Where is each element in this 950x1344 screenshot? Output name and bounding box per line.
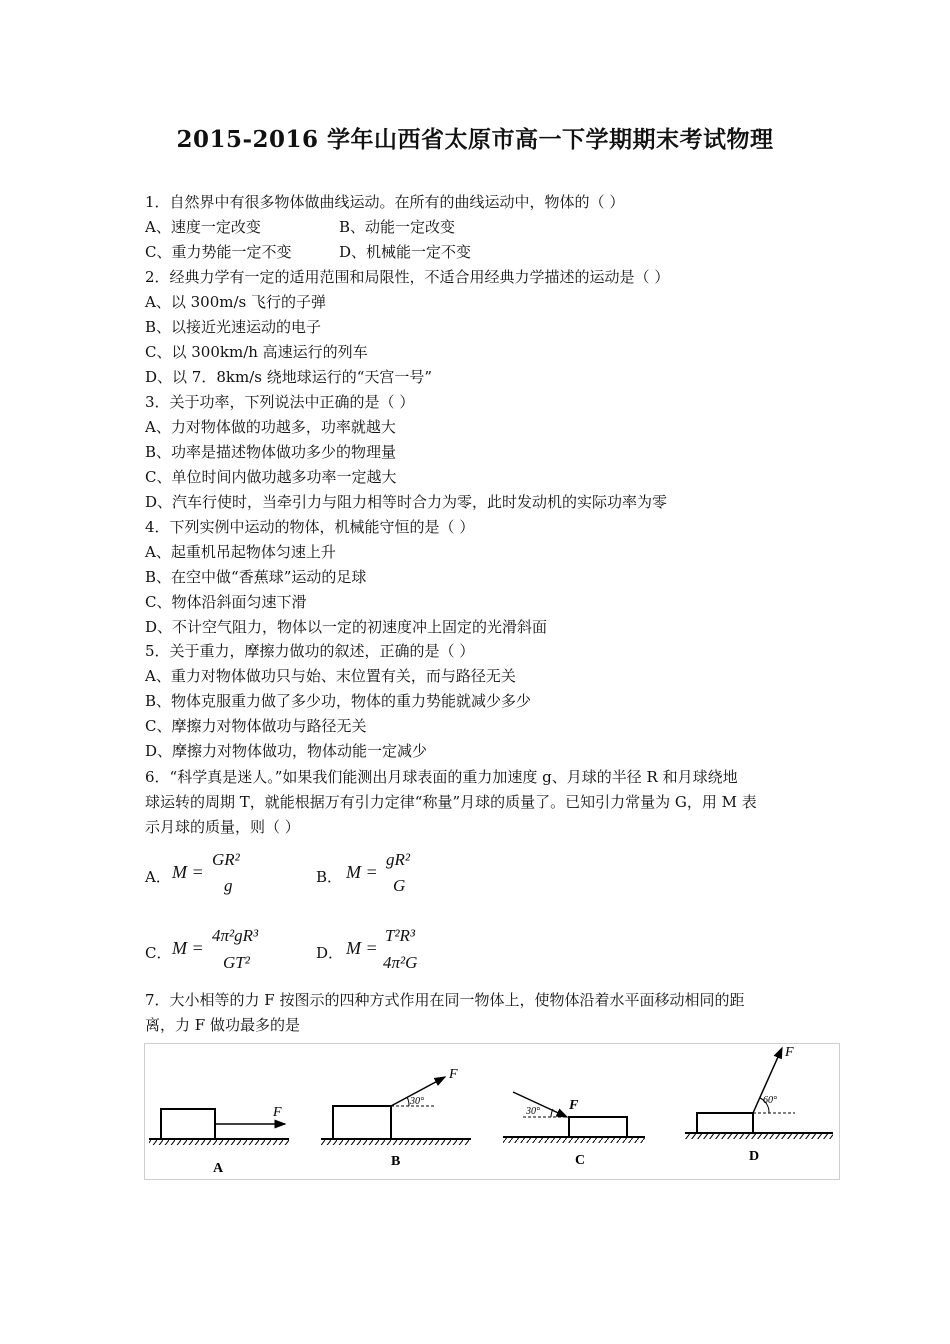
q5-option-d: D、摩擦力对物体做功，物体动能一定减少	[145, 742, 428, 760]
q7-force-diagram	[145, 1044, 839, 1179]
q4-option-a: A、起重机吊起物体匀速上升	[145, 543, 336, 561]
q6-option-d-denominator: 4π²G	[383, 953, 418, 972]
panel-b-angle-arc	[407, 1097, 409, 1106]
panel-c-block	[569, 1117, 627, 1137]
panel-a-block	[161, 1109, 215, 1139]
panel-b-angle-label: 30°	[410, 1096, 424, 1107]
panel-c	[503, 1092, 645, 1168]
q3-option-b: B、功率是描述物体做功多少的物理量	[145, 443, 397, 461]
q7-figure	[144, 1043, 840, 1180]
q7-line-1: 7．大小相等的力 F 按图示的四种方式作用在同一物体上，使物体沿着水平面移动相同的距	[145, 991, 745, 1009]
panel-b-block	[333, 1106, 391, 1139]
panel-b-label: B	[391, 1154, 401, 1169]
q6-option-d-label: D．	[316, 944, 344, 962]
q1-option-d: D、机械能一定不变	[339, 243, 472, 261]
panel-a-force-label: F	[273, 1105, 282, 1120]
panel-c-force-label: F	[569, 1098, 579, 1113]
panel-d-block	[697, 1113, 753, 1133]
q2-option-c: C、以 300km/h 高速运行的列车	[145, 343, 368, 361]
panel-d	[685, 1045, 833, 1164]
q7-line-2: 离，力 F 做功最多的是	[145, 1016, 300, 1034]
q6-option-b-numerator: gR²	[386, 850, 410, 869]
q6-option-c-numerator: 4π²gR³	[212, 926, 259, 945]
q4-stem: 4．下列实例中运动的物体，机械能守恒的是（ ）	[145, 518, 475, 536]
q1-option-c: C、重力势能一定不变	[145, 243, 292, 261]
q6-option-a-lhs: M =	[172, 862, 204, 882]
panel-c-force-arrow	[513, 1092, 567, 1117]
q3-stem: 3．关于功率，下列说法中正确的是（ ）	[145, 393, 415, 411]
q1-options-cd	[145, 242, 471, 262]
panel-a-label: A	[213, 1161, 224, 1176]
q6-option-d-lhs: M =	[346, 938, 378, 958]
q6-option-b-label: B．	[316, 868, 343, 886]
q2-stem: 2．经典力学有一定的适用范围和局限性，不适合用经典力学描述的运动是（ ）	[145, 268, 670, 286]
q6-line-3: 示月球的质量，则（ ）	[145, 818, 300, 836]
q5-option-a: A、重力对物体做功只与始、末位置有关，而与路径无关	[145, 667, 516, 685]
panel-d-force-label: F	[785, 1045, 794, 1060]
panel-c-angle-label: 30°	[526, 1106, 540, 1117]
q6-option-c-label: C．	[145, 944, 172, 962]
panel-a	[149, 1105, 289, 1176]
q5-stem: 5．关于重力，摩擦力做功的叙述，正确的是（ ）	[145, 642, 475, 660]
q3-option-d: D、汽车行使时，当牵引力与阻力相等时合力为零，此时发动机的实际功率为零	[145, 493, 668, 511]
q3-option-a: A、力对物体做的功越多，功率就越大	[145, 418, 396, 436]
q5-option-b: B、物体克服重力做了多少功，物体的重力势能就减少多少	[145, 692, 532, 710]
q3-option-c: C、单位时间内做功越多功率一定越大	[145, 468, 397, 486]
q6-option-c-denominator: GT²	[223, 953, 250, 972]
page-title: 2015-2016 学年山西省太原市高一下学期期末考试物理	[176, 126, 774, 153]
q2-option-b: B、以接近光速运动的电子	[145, 318, 322, 336]
panel-d-label: D	[749, 1149, 760, 1164]
q4-option-b: B、在空中做“香蕉球”运动的足球	[145, 568, 367, 586]
q6-option-b-denominator: G	[393, 876, 406, 895]
q5-option-c: C、摩擦力对物体做功与路径无关	[145, 717, 367, 735]
q2-option-a: A、以 300m/s 飞行的子弹	[145, 293, 326, 311]
q6-option-a-label: A．	[145, 868, 171, 886]
q2-option-d: D、以 7．8km/s 绕地球运行的“天宫一号”	[145, 368, 433, 386]
q4-option-d: D、不计空气阻力，物体以一定的初速度冲上固定的光滑斜面	[145, 618, 548, 636]
panel-b	[321, 1067, 471, 1169]
q6-option-b-lhs: M =	[346, 862, 378, 882]
panel-b-force-label: F	[449, 1067, 458, 1082]
q6-line-1: 6．“科学真是迷人。”如果我们能测出月球表面的重力加速度 g、月球的半径 R 和月球绕地	[145, 768, 738, 786]
q6-option-c-lhs: M =	[172, 938, 204, 958]
panel-c-label: C	[575, 1153, 586, 1168]
q1-options-ab	[145, 217, 455, 237]
q6-option-a-numerator: GR²	[212, 850, 240, 869]
q6-option-a-denominator: g	[224, 876, 233, 895]
panel-d-angle-label: 60°	[763, 1095, 777, 1106]
q4-option-c: C、物体沿斜面匀速下滑	[145, 593, 307, 611]
q6-option-d-numerator: T²R³	[385, 926, 416, 945]
q1-option-a: A、速度一定改变	[145, 218, 261, 236]
q6-line-2: 球运转的周期 T，就能根据万有引力定律“称量”月球的质量了。已知引力常量为 G，用 M 表	[145, 793, 757, 811]
q1-stem: 1．自然界中有很多物体做曲线运动。在所有的曲线运动中，物体的（ ）	[145, 193, 625, 211]
q1-option-b: B、动能一定改变	[339, 218, 456, 236]
